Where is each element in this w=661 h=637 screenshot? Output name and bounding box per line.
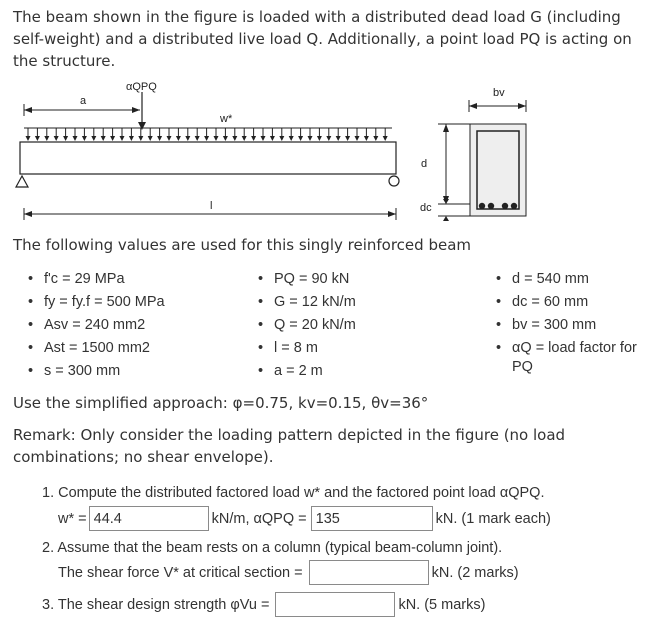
udl-arrow-head xyxy=(279,136,284,141)
remark-text: Remark: Only consider the loading pattern depicted in the figure (no load combinations; no shear envelope). xyxy=(13,426,566,466)
question-2-answer xyxy=(58,560,521,585)
udl-arrow-head xyxy=(223,136,228,141)
value-a: • a = 2 m xyxy=(258,360,356,383)
udl-arrow-head xyxy=(44,136,49,141)
question-2-text: 2. Assume that the beam rests on a column (typical beam-column joint). xyxy=(42,540,503,556)
udl-arrow-head xyxy=(110,136,115,141)
question-1-text: 1. Compute the distributed factored load w* and the factored point load αQPQ. xyxy=(42,485,545,501)
udl-arrow-head xyxy=(232,136,237,141)
w-star-unit: kN/m, αQPQ = xyxy=(211,510,307,527)
udl-arrow-head xyxy=(195,136,200,141)
udl-arrow-head xyxy=(345,136,350,141)
value-l: • l = 8 m xyxy=(258,337,356,360)
udl-arrow-head xyxy=(214,136,219,141)
beam-figure xyxy=(0,80,661,230)
udl-arrow-head xyxy=(261,136,266,141)
value-fc: • f'c = 29 MPa xyxy=(28,268,165,291)
value-pq: • PQ = 90 kN xyxy=(258,268,356,291)
udl-arrow-head xyxy=(176,136,181,141)
shear-strength-input[interactable] xyxy=(275,592,395,617)
udl-arrow-head xyxy=(242,136,247,141)
udl-arrow-head xyxy=(26,136,31,141)
udl-arrow-head xyxy=(298,136,303,141)
value-ast: • Ast = 1500 mm2 xyxy=(28,337,165,360)
udl-arrow-head xyxy=(289,136,294,141)
depth-d-label: d xyxy=(421,158,428,170)
udl-arrow-head xyxy=(308,136,313,141)
udl-arrow-head xyxy=(251,136,256,141)
problem-intro: The beam shown in the figure is loaded with a distributed dead load G (including self-weight) and a distributed live load Q. Additionally, a point load PQ is acting on the structure. xyxy=(13,8,632,70)
value-bv: • bv = 300 mm xyxy=(496,314,656,337)
values-column-1 xyxy=(28,268,165,383)
point-load-unit: kN. (1 mark each) xyxy=(435,510,551,527)
udl-arrow-head xyxy=(120,136,125,141)
udl-arrow-head xyxy=(167,136,172,141)
values-column-2 xyxy=(258,268,356,383)
question-1-answers xyxy=(58,506,553,531)
w-star-input[interactable] xyxy=(89,506,209,531)
udl-arrow-head xyxy=(73,136,78,141)
question-3-answer xyxy=(42,592,487,617)
shear-strength-label: 3. The shear design strength φVu = xyxy=(42,596,270,613)
values-intro: The following values are used for this singly reinforced beam xyxy=(13,236,471,254)
value-s: • s = 300 mm xyxy=(28,360,165,383)
dimension-a-label: a xyxy=(80,95,87,107)
value-dc: • dc = 60 mm xyxy=(496,291,656,314)
span-length-label: l xyxy=(210,200,213,212)
udl-arrow-head xyxy=(355,136,360,141)
udl-arrow-head xyxy=(63,136,68,141)
values-column-3 xyxy=(496,268,656,379)
udl-arrow-head xyxy=(138,136,143,141)
udl-arrow-head xyxy=(157,136,162,141)
value-alpha-q: • αQ = load factor for PQ xyxy=(496,337,656,379)
udl-arrow-head xyxy=(364,136,369,141)
beam-diagram xyxy=(0,80,661,230)
udl-arrow-head xyxy=(129,136,134,141)
udl-arrow-head xyxy=(101,136,106,141)
udl-arrow-head xyxy=(82,136,87,141)
shear-force-label: The shear force V* at critical section = xyxy=(58,564,303,581)
udl-arrow-head xyxy=(336,136,341,141)
udl-arrow-head xyxy=(185,136,190,141)
value-d: • d = 540 mm xyxy=(496,268,656,291)
udl-arrow-head xyxy=(317,136,322,141)
shear-strength-unit: kN. (5 marks) xyxy=(398,596,486,613)
udl-arrow-head xyxy=(270,136,275,141)
factored-point-load-input[interactable] xyxy=(311,506,433,531)
value-asv: • Asv = 240 mm2 xyxy=(28,314,165,337)
udl-arrow-head xyxy=(35,136,40,141)
width-bv-label: bv xyxy=(493,87,505,99)
w-star-label: w* = xyxy=(58,510,87,527)
given-values xyxy=(0,268,661,388)
shear-force-input[interactable] xyxy=(309,560,429,585)
udl-arrow-head xyxy=(383,136,388,141)
udl-arrow-head xyxy=(91,136,96,141)
udl-arrow-head xyxy=(373,136,378,141)
value-fy: • fy = fy.f = 500 MPa xyxy=(28,291,165,314)
cover-dc-label: dc xyxy=(420,202,432,214)
value-g: • G = 12 kN/m xyxy=(258,291,356,314)
point-load-label: αQPQ xyxy=(126,81,157,93)
udl-arrow-head xyxy=(204,136,209,141)
udl-label: w* xyxy=(220,113,233,125)
udl-arrow-head xyxy=(54,136,59,141)
shear-force-unit: kN. (2 marks) xyxy=(431,564,519,581)
udl-arrow-head xyxy=(148,136,153,141)
approach-text: Use the simplified approach: φ=0.75, kv=0.15, θv=36° xyxy=(13,394,429,412)
udl-arrow-head xyxy=(326,136,331,141)
value-q: • Q = 20 kN/m xyxy=(258,314,356,337)
